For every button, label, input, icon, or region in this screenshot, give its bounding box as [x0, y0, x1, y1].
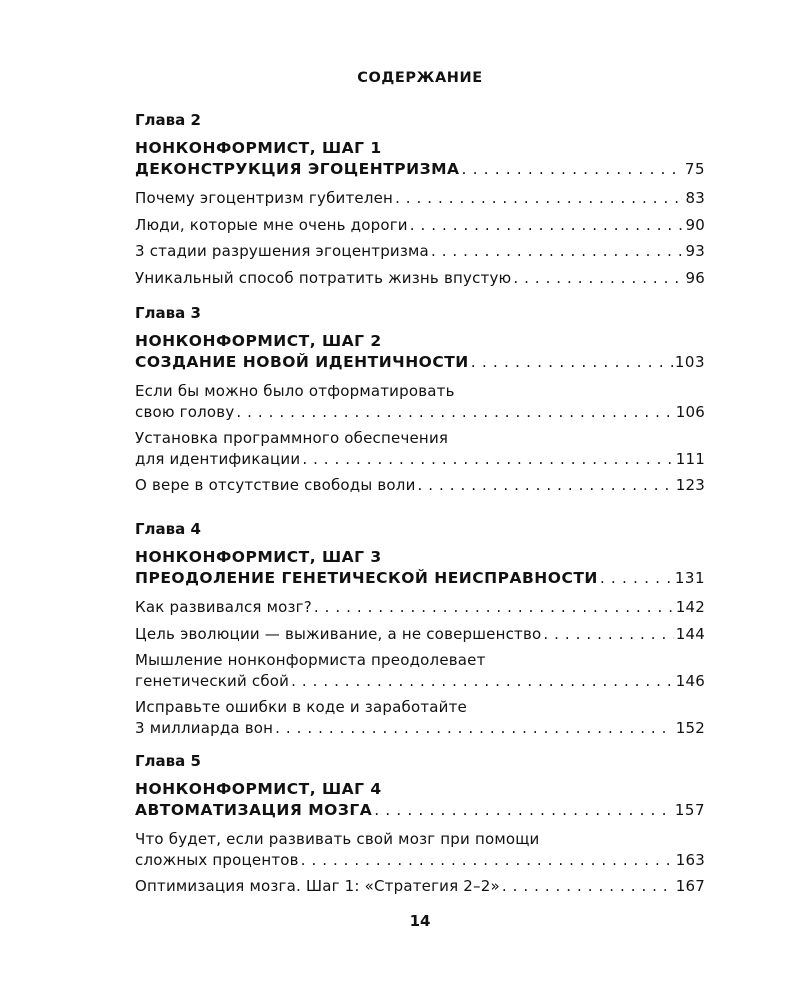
page-ref: 111 — [675, 449, 705, 468]
part-title-line2-row[interactable] — [135, 800, 705, 821]
leader-dots — [374, 800, 673, 821]
toc-entry[interactable] — [135, 381, 705, 422]
part-title-line2: ПРЕОДОЛЕНИЕ ГЕНЕТИЧЕСКОЙ НЕИСПРАВНОСТИ — [135, 569, 598, 587]
toc-page — [135, 0, 705, 1000]
entry-text-line1: Мышление нонконформиста преодолевает — [135, 651, 486, 669]
toc-entry[interactable] — [135, 697, 705, 738]
toc-entry[interactable] — [135, 597, 705, 618]
toc-entry[interactable] — [135, 215, 705, 236]
leader-dots — [431, 241, 684, 262]
toc-entry[interactable] — [135, 241, 705, 262]
page-ref: 163 — [675, 850, 705, 869]
page-ref: 106 — [675, 402, 705, 421]
chapter-label: Глава 4 — [135, 520, 201, 538]
page-ref: 83 — [685, 189, 705, 207]
leader-dots — [301, 850, 674, 871]
part-title-line1: НОНКОНФОРМИСТ, ШАГ 4 — [135, 780, 382, 798]
entry-text: О вере в отсутствие свободы воли — [135, 476, 416, 494]
part-title-line2: АВТОМАТИЗАЦИЯ МОЗГА — [135, 801, 373, 819]
chapter-label: Глава 5 — [135, 752, 201, 770]
leader-dots — [513, 268, 683, 289]
part-title-line1: НОНКОНФОРМИСТ, ШАГ 2 — [135, 332, 382, 350]
part-title-line2: ДЕКОНСТРУКЦИЯ ЭГОЦЕНТРИЗМА — [135, 160, 460, 178]
entry-text-line1: Что будет, если развивать свой мозг при помощи — [135, 830, 540, 848]
toc-entry[interactable] — [135, 188, 705, 209]
page-ref: 146 — [675, 671, 705, 690]
chapter-2 — [135, 110, 705, 294]
entry-text: генетический сбой — [135, 671, 290, 690]
toc-entry[interactable] — [135, 475, 705, 496]
entry-text: Цель эволюции — выживание, а не совершенство — [135, 624, 542, 643]
entry-text: Уникальный способ потратить жизнь впустую — [135, 268, 512, 287]
leader-dots — [395, 188, 683, 209]
page-ref: 152 — [675, 718, 705, 737]
toc-entry[interactable] — [135, 876, 705, 897]
page-ref: 103 — [674, 353, 705, 371]
leader-dots — [291, 671, 674, 692]
toc-entry[interactable] — [135, 650, 705, 691]
page-ref: 142 — [675, 598, 705, 616]
page-ref: 144 — [675, 624, 705, 643]
leader-dots — [302, 449, 673, 470]
leader-dots — [543, 624, 673, 645]
entry-text: свою голову — [135, 402, 235, 421]
page-ref: 90 — [685, 215, 705, 234]
part-title-line1: НОНКОНФОРМИСТ, ШАГ 1 — [135, 139, 382, 157]
part-title-line2-row[interactable] — [135, 352, 705, 373]
entry-text: 3 стадии разрушения эгоцентризма — [135, 242, 429, 260]
page-ref: 157 — [674, 801, 705, 819]
toc-heading: СОДЕРЖАНИЕ — [357, 70, 483, 86]
entry-text-line1: Если бы можно было отформатировать — [135, 382, 455, 400]
page-ref: 123 — [675, 476, 705, 494]
leader-dots — [502, 876, 674, 897]
leader-dots — [471, 352, 673, 373]
chapter-label: Глава 3 — [135, 304, 201, 322]
leader-dots — [236, 402, 673, 423]
entry-text: для идентификации — [135, 449, 301, 468]
leader-dots — [410, 215, 684, 236]
leader-dots — [418, 475, 674, 496]
entry-text: Почему эгоцентризм губителен — [135, 189, 394, 207]
part-title-line1: НОНКОНФОРМИСТ, ШАГ 3 — [135, 548, 382, 566]
page-ref: 131 — [674, 569, 705, 587]
chapter-label: Глава 2 — [135, 111, 201, 129]
entry-text-line1: Установка программного обеспечения — [135, 429, 449, 447]
page-ref: 93 — [685, 242, 705, 260]
chapter-3 — [135, 303, 705, 502]
entry-text: Люди, которые мне очень дороги — [135, 215, 408, 234]
leader-dots — [275, 718, 674, 739]
chapter-4 — [135, 519, 705, 744]
page-ref: 167 — [675, 877, 705, 895]
leader-dots — [462, 159, 683, 180]
entry-text-line1: Исправьте ошибки в коде и заработайте — [135, 698, 467, 716]
entry-text: сложных процентов — [135, 850, 299, 869]
leader-dots — [600, 568, 673, 589]
chapter-5 — [135, 751, 705, 903]
entry-text: Как развивался мозг? — [135, 598, 312, 616]
page-ref: 96 — [685, 268, 705, 287]
toc-entry[interactable] — [135, 428, 705, 469]
part-title-line2: СОЗДАНИЕ НОВОЙ ИДЕНТИЧНОСТИ — [135, 353, 469, 371]
entry-text: 3 миллиарда вон — [135, 718, 274, 737]
toc-entry[interactable] — [135, 268, 705, 289]
page-ref: 75 — [684, 160, 705, 178]
part-title-line2-row[interactable] — [135, 159, 705, 180]
toc-entry[interactable] — [135, 829, 705, 870]
page-number: 14 — [409, 912, 431, 930]
leader-dots — [314, 597, 674, 618]
part-title-line2-row[interactable] — [135, 568, 705, 589]
entry-text: Оптимизация мозга. Шаг 1: «Стратегия 2–2» — [135, 877, 500, 895]
toc-entry[interactable] — [135, 624, 705, 645]
